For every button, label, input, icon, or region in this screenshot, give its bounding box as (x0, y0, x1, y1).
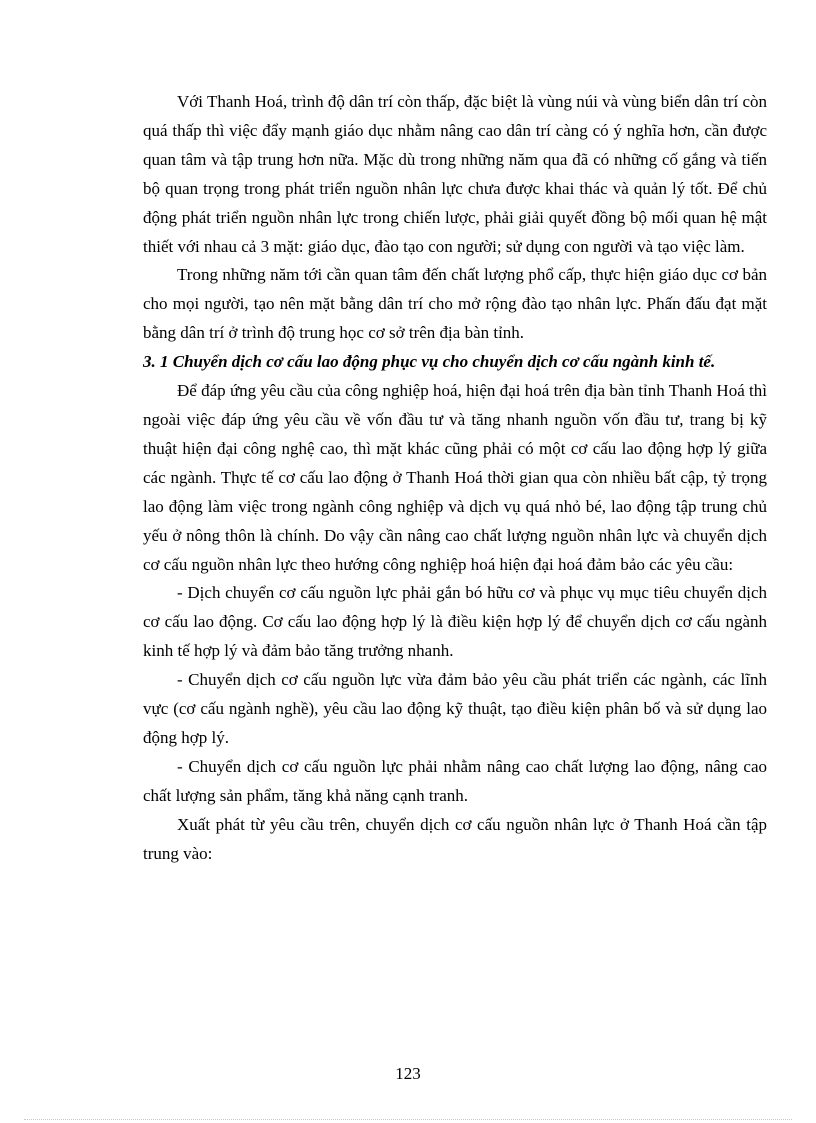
page-bottom-divider (24, 1119, 792, 1120)
section-heading: 3. 1 Chuyển dịch cơ cấu lao động phục vụ cho chuyển dịch cơ cấu ngành kinh tế. (143, 352, 716, 372)
paragraph: Xuất phát từ yêu cầu trên, chuyển dịch cơ cấu nguồn nhân lực ở Thanh Hoá cần tập trung vào: (143, 814, 767, 863)
page-number: 123 (395, 1064, 421, 1083)
paragraph: Để đáp ứng yêu cầu của công nghiệp hoá, hiện đại hoá trên địa bàn tỉnh Thanh Hoá thì ngoài việc đáp ứng yêu cầu về vốn đầu tư và tăng nhanh nguồn vốn đầu tư, trang bị kỹ thuật hiện đại công nghệ cao, thì mặt khác cũng phải có một cơ cấu lao động hợp lý giữa các ngành. Thực tế cơ cấu lao động ở Thanh Hoá thời gian qua còn nhiều bất cập, tỷ trọng lao động làm việc trong ngành công nghiệp và dịch vụ quá nhỏ bé, lao động tập trung chủ yếu ở nông thôn là chính. Do vậy cần nâng cao chất lượng nguồn nhân lực và chuyển dịch cơ cấu nguồn nhân lực theo hướng công nghiệp hoá hiện đại hoá đảm bảo các yêu cầu: (143, 381, 767, 574)
paragraph: Trong những năm tới cần quan tâm đến chất lượng phổ cấp, thực hiện giáo dục cơ bản cho mọi người, tạo nên mặt bằng dân trí cho mở rộng đào tạo nhân lực. Phấn đấu đạt mặt bằng dân trí ở trình độ trung học cơ sở trên địa bàn tỉnh. (143, 265, 767, 343)
paragraph: Với Thanh Hoá, trình độ dân trí còn thấp, đặc biệt là vùng núi và vùng biển dân trí còn quá thấp thì việc đẩy mạnh giáo dục nhằm nâng cao dân trí càng có ý nghĩa hơn, cần được quan tâm và tập trung hơn nữa. Mặc dù trong những năm qua đã có những cố gắng và tiến bộ quan trọng trong phát triển nguồn nhân lực chưa được khai thác và quản lý tốt. Để chủ động phát triển nguồn nhân lực trong chiến lược, phải giải quyết đồng bộ mối quan hệ mật thiết với nhau cả 3 mặt: giáo dục, đào tạo con người; sử dụng con người và tạo việc làm. (143, 92, 767, 256)
list-item: - Chuyển dịch cơ cấu nguồn lực vừa đảm bảo yêu cầu phát triển các ngành, các lĩnh vực (cơ cấu ngành nghề), yêu cầu lao động kỹ thuật, tạo điều kiện phân bố và sử dụng lao động hợp lý. (143, 670, 767, 747)
list-item: - Chuyển dịch cơ cấu nguồn lực phải nhằm nâng cao chất lượng lao động, nâng cao chất lượng sản phẩm, tăng khả năng cạnh tranh. (143, 756, 767, 805)
document-body (143, 88, 767, 868)
list-item: - Dịch chuyển cơ cấu nguồn lực phải gắn bó hữu cơ và phục vụ mục tiêu chuyển dịch cơ cấu lao động. Cơ cấu lao động hợp lý là điều kiện hợp lý để chuyển dịch cơ cấu ngành kinh tế hợp lý và đảm bảo tăng trưởng nhanh. (143, 583, 767, 661)
